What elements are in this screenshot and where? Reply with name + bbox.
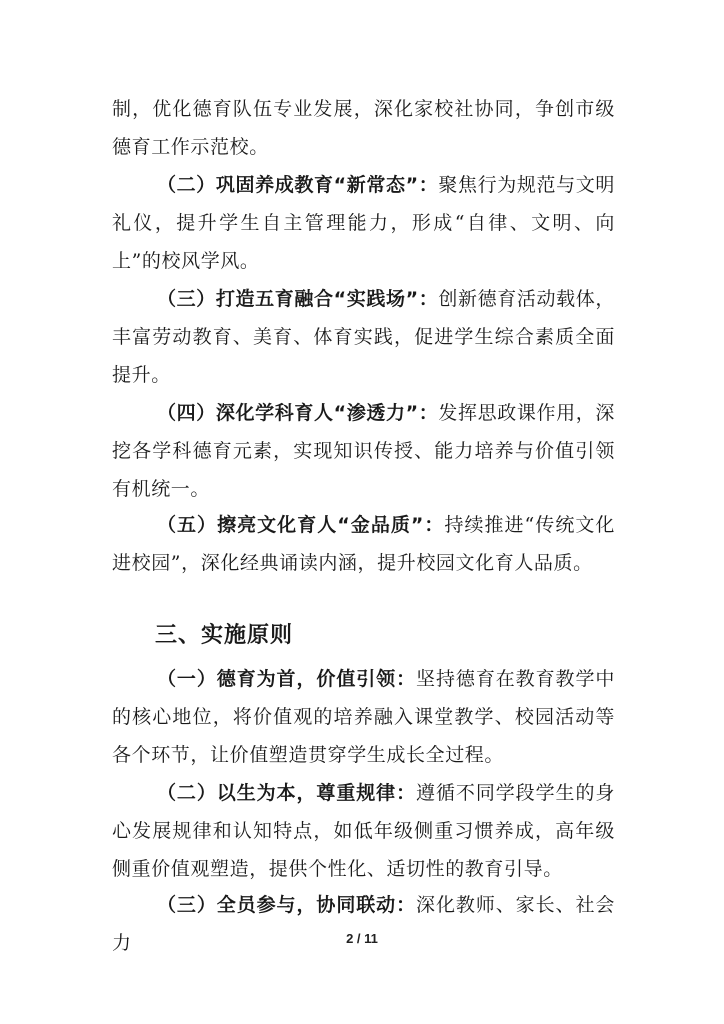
goal-text: 发挥思政课作用，深挖各学科德育元素，实现知识传授、能力培养与价值引领有机统一。: [112, 402, 615, 500]
goal-text: 持续推进“传统文化进校园”，深化经典诵读内涵，提升校园文化育人品质。: [112, 514, 615, 574]
principle-paragraph: [112, 660, 615, 774]
goal-paragraph: [112, 506, 615, 582]
goal-lead: （三）打造五育融合“实践场”：: [157, 288, 439, 310]
goal-text: 聚焦行为规范与文明礼仪，提升学生自主管理能力，形成“自律、文明、向上”的校风学风。: [112, 174, 615, 272]
principle-text: 坚持德育在教育教学中的核心地位，将价值观的培养融入课堂教学、校园活动等各个环节，让价值塑造贯穿学生成长全过程。: [112, 668, 615, 766]
goal-paragraph: [112, 166, 615, 280]
goal-lead: （四）深化学科育人“渗透力”：: [157, 402, 439, 424]
principle-text: 深化教师、家长、社会力: [112, 894, 615, 954]
continuation-paragraph: [112, 90, 615, 166]
continuation-text: 制，优化德育队伍专业发展，深化家校社协同，争创市级德育工作示范校。: [112, 98, 615, 158]
principle-lead: （三）全员参与，协同联动：: [157, 894, 417, 916]
principle-paragraph: [112, 774, 615, 888]
principle-lead: （二）以生为本，尊重规律：: [157, 782, 417, 804]
principle-text: 遵循不同学段学生的身心发展规律和认知特点，如低年级侧重习惯养成，高年级侧重价值观塑造，提供个性化、适切性的教育引导。: [112, 782, 615, 880]
goal-text: 创新德育活动载体，丰富劳动教育、美育、体育实践，促进学生综合素质全面提升。: [112, 288, 615, 386]
principle-paragraph: [112, 886, 615, 962]
goal-paragraph: [112, 280, 615, 394]
goal-lead: （二）巩固养成教育“新常态”：: [157, 174, 439, 196]
page-number: 2 / 11: [346, 931, 378, 946]
section-heading: 三、实施原则: [155, 623, 294, 648]
goal-paragraph: [112, 394, 615, 508]
goal-lead: （五）擦亮文化育人“金品质”：: [157, 514, 445, 536]
principle-lead: （一）德育为首，价值引领：: [157, 668, 417, 690]
